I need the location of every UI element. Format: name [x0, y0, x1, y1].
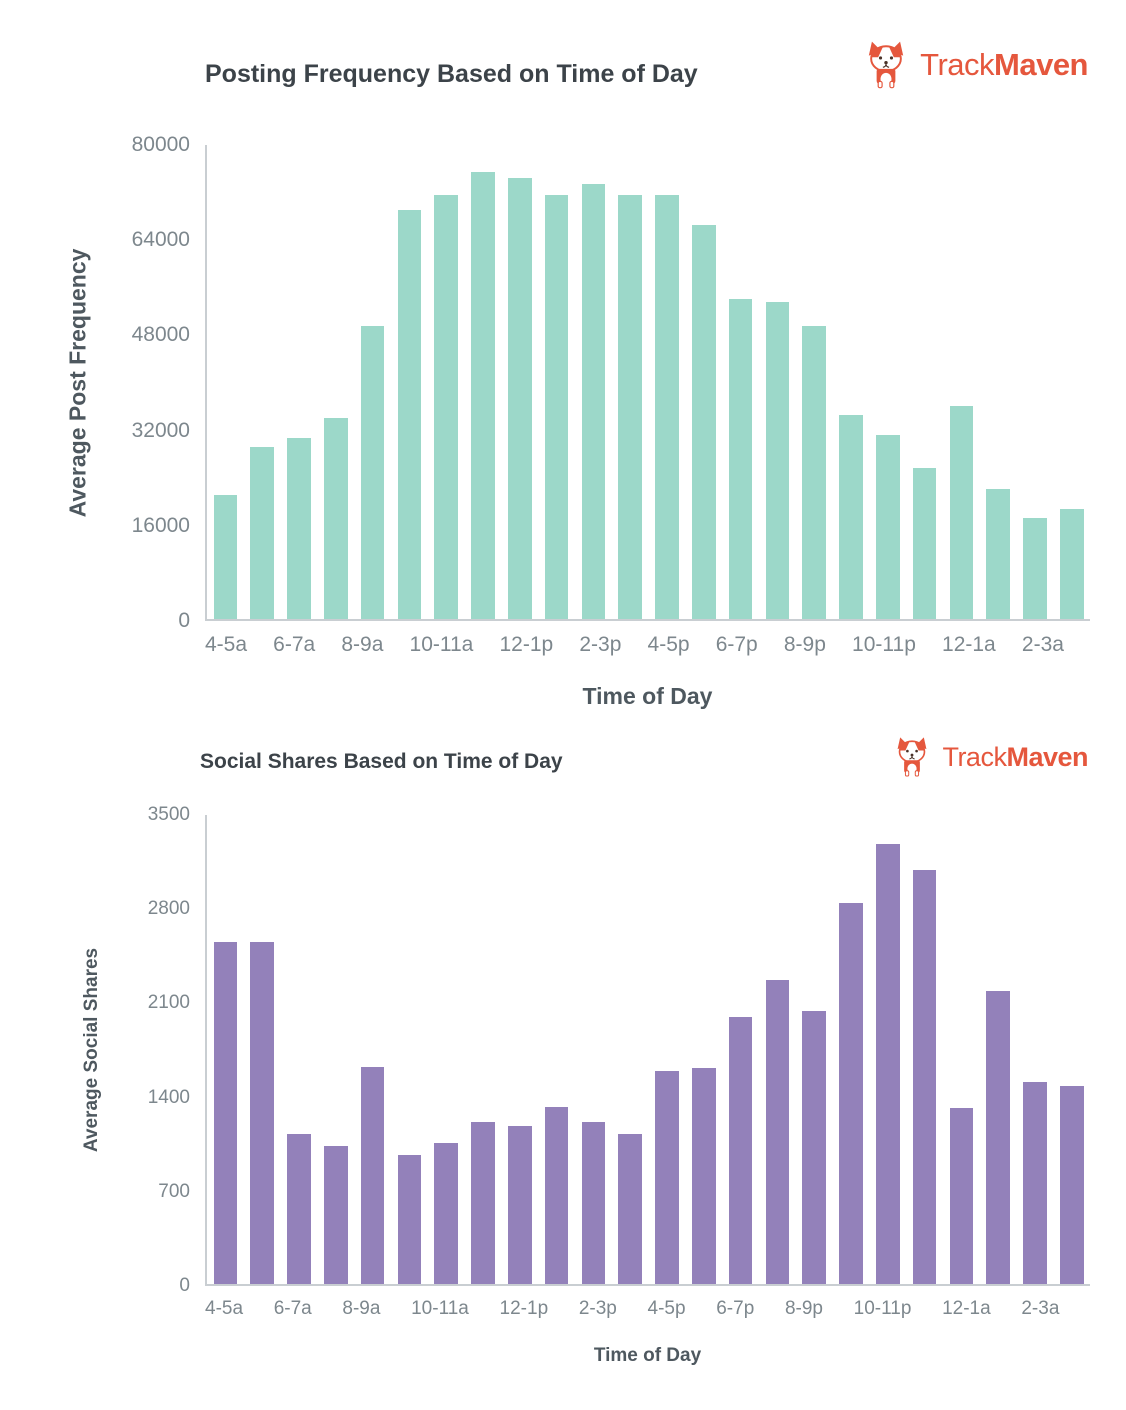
- bar-12-1p: [508, 178, 532, 619]
- bar-12-1a: [950, 1108, 974, 1284]
- bar-slot: [575, 815, 612, 1284]
- bar-slot: [649, 145, 686, 619]
- x-axis-ticks: [205, 1298, 1090, 1320]
- chart-title: Posting Frequency Based on Time of Day: [205, 60, 698, 88]
- x-tick-label: [754, 1298, 785, 1320]
- x-axis-title: Time of Day: [593, 1345, 702, 1366]
- bar-slot: [244, 815, 281, 1284]
- bar-11-12p: [471, 172, 495, 619]
- logo-wordmark: [920, 47, 1088, 83]
- x-tick-label: 12-1p: [499, 633, 554, 656]
- bar-2-3p: [582, 184, 606, 619]
- plot-area: [205, 145, 1090, 621]
- bar-4-5p: [655, 195, 679, 619]
- logo-text-maven: Maven: [994, 47, 1088, 82]
- bar-slot: [317, 145, 354, 619]
- bar-6-7a: [287, 1134, 311, 1284]
- x-tick-label: [916, 633, 942, 657]
- x-tick-label: [758, 633, 784, 657]
- logo-wordmark: [942, 742, 1088, 773]
- x-tick-label: 2-3a: [1021, 1298, 1060, 1319]
- x-tick-label: 2-3p: [579, 633, 622, 656]
- y-tick-label: 80000: [131, 133, 190, 156]
- bar-8-9a: [361, 1067, 385, 1284]
- bar-slot: [685, 145, 722, 619]
- bar-3-4p: [618, 195, 642, 619]
- bars: [207, 815, 1090, 1284]
- bar-5-6a: [250, 447, 274, 619]
- bar-slot: [759, 815, 796, 1284]
- bar-10-11p: [876, 435, 900, 619]
- bar-8-9p: [802, 1011, 826, 1284]
- bar-slot: [538, 815, 575, 1284]
- bar-2-3p: [582, 1122, 606, 1284]
- x-tick-label: 4-5a: [205, 1298, 244, 1319]
- x-tick-label: 2-3a: [1021, 633, 1064, 656]
- x-tick-label: 2-3p: [578, 1298, 617, 1319]
- bar-3-4a: [1060, 1086, 1084, 1284]
- bar-9-10p: [839, 903, 863, 1284]
- x-tick-label: 6-7a: [273, 1298, 312, 1319]
- x-tick-label: 12-1a: [942, 633, 996, 656]
- bar-12-1p: [508, 1126, 532, 1284]
- trackmaven-logo: [890, 736, 1088, 778]
- chart-title: Social Shares Based on Time of Day: [200, 750, 563, 773]
- y-axis-title: Average Post Frequency: [64, 248, 91, 518]
- bar-1-2p: [545, 195, 569, 619]
- bar-10-11a: [434, 195, 458, 619]
- bar-slot: [722, 815, 759, 1284]
- bar-slot: [1053, 815, 1090, 1284]
- logo-text-maven: Maven: [1006, 741, 1088, 772]
- bar-slot: [465, 815, 502, 1284]
- bar-1-2a: [986, 489, 1010, 619]
- logo-text-track: Track: [942, 741, 1007, 772]
- x-tick-label: 6-7p: [715, 633, 758, 656]
- x-tick-label: [380, 1298, 411, 1320]
- x-tick-label: [1059, 1298, 1090, 1320]
- x-tick-label: [383, 633, 409, 657]
- x-tick-label: [473, 633, 499, 657]
- bar-slot: [943, 815, 980, 1284]
- x-tick-label: [686, 1298, 717, 1320]
- bar-slot: [685, 815, 722, 1284]
- bar-slot: [244, 145, 281, 619]
- bar-slot: [281, 145, 318, 619]
- bar-slot: [833, 815, 870, 1284]
- bar-slot: [538, 145, 575, 619]
- bar-4-5a: [214, 495, 238, 619]
- bar-slot: [207, 145, 244, 619]
- bar-6-7p: [729, 1017, 753, 1284]
- bar-slot: [575, 145, 612, 619]
- x-tick-label: [548, 1298, 579, 1320]
- x-tick-label: [911, 1298, 942, 1320]
- bar-slot: [869, 815, 906, 1284]
- bar-slot: [501, 145, 538, 619]
- x-tick-label: [823, 1298, 854, 1320]
- bar-5-6a: [250, 942, 274, 1284]
- bar-slot: [281, 815, 318, 1284]
- x-tick-label: [991, 1298, 1022, 1320]
- bar-3-4a: [1060, 509, 1084, 619]
- bar-1-2a: [986, 991, 1010, 1284]
- bar-4-5p: [655, 1071, 679, 1284]
- y-tick-label: 2800: [147, 898, 190, 920]
- bar-7-8p: [766, 980, 790, 1284]
- x-tick-label: [690, 633, 716, 657]
- bar-slot: [869, 145, 906, 619]
- x-tick-label: 4-5p: [647, 633, 690, 656]
- bar-slot: [1053, 145, 1090, 619]
- bar-slot: [649, 815, 686, 1284]
- bar-7-8p: [766, 302, 790, 619]
- x-tick-label: 10-11a: [409, 633, 474, 656]
- bar-3-4p: [618, 1134, 642, 1284]
- bar-6-7p: [729, 299, 753, 619]
- bar-slot: [943, 145, 980, 619]
- bar-11-12a: [913, 870, 937, 1284]
- bar-slot: [428, 815, 465, 1284]
- bar-slot: [391, 815, 428, 1284]
- corgi-dog-icon: [860, 40, 912, 90]
- y-axis-ticks: [116, 804, 190, 1296]
- bar-slot: [1017, 145, 1054, 619]
- bar-slot: [317, 815, 354, 1284]
- x-tick-label: 8-9a: [342, 1298, 381, 1319]
- bar-5-6p: [692, 225, 716, 619]
- x-tick-label: 10-11p: [853, 1298, 912, 1319]
- y-tick-label: 0: [179, 1275, 190, 1296]
- bar-7-8a: [324, 1146, 348, 1284]
- bar-slot: [1017, 815, 1054, 1284]
- y-tick-label: 1400: [147, 1086, 190, 1108]
- bar-slot: [612, 145, 649, 619]
- bar-10-11p: [876, 844, 900, 1284]
- y-axis-title: Average Social Shares: [81, 947, 102, 1153]
- x-axis-ticks: [205, 633, 1090, 657]
- bar-slot: [207, 815, 244, 1284]
- x-tick-label: [469, 1298, 500, 1320]
- bar-5-6p: [692, 1068, 716, 1284]
- bar-slot: [833, 145, 870, 619]
- bars: [207, 145, 1090, 619]
- y-tick-label: 32000: [131, 418, 190, 442]
- bar-slot: [354, 145, 391, 619]
- y-tick-label: 48000: [131, 323, 190, 347]
- bar-slot: [722, 145, 759, 619]
- bar-7-8a: [324, 418, 348, 619]
- x-tick-label: [617, 1298, 648, 1320]
- bar-slot: [796, 145, 833, 619]
- x-tick-label: 4-5a: [205, 633, 248, 656]
- x-tick-label: 4-5p: [647, 1298, 686, 1319]
- x-tick-label: [243, 1298, 274, 1320]
- bar-slot: [465, 145, 502, 619]
- bar-slot: [980, 145, 1017, 619]
- x-tick-label: [996, 633, 1022, 657]
- bar-slot: [906, 815, 943, 1284]
- x-tick-label: 8-9p: [784, 1298, 823, 1319]
- x-tick-label: [553, 633, 579, 657]
- bar-10-11a: [434, 1143, 458, 1284]
- x-tick-label: 8-9p: [783, 633, 826, 656]
- x-tick-label: [312, 1298, 343, 1320]
- bar-1-2p: [545, 1107, 569, 1284]
- corgi-dog-icon: [890, 736, 934, 778]
- social-shares-chart: [0, 720, 1126, 1410]
- x-tick-label: 6-7p: [716, 1298, 755, 1319]
- x-tick-label: 6-7a: [273, 633, 316, 656]
- y-axis-ticks: [116, 133, 190, 632]
- y-tick-label: 64000: [131, 228, 190, 252]
- x-tick-label: 12-1a: [942, 1298, 991, 1319]
- bar-11-12a: [913, 468, 937, 619]
- y-tick-label: 16000: [131, 513, 190, 537]
- x-axis-title: Time of Day: [582, 683, 713, 709]
- bar-8-9p: [802, 326, 826, 619]
- bar-9-10p: [839, 415, 863, 619]
- bar-slot: [428, 145, 465, 619]
- logo-text-track: Track: [920, 47, 995, 82]
- bar-slot: [906, 145, 943, 619]
- bar-slot: [759, 145, 796, 619]
- x-tick-label: 8-9a: [341, 633, 384, 656]
- x-tick-label: [315, 633, 341, 657]
- bar-11-12p: [471, 1122, 495, 1284]
- bar-2-3a: [1023, 1082, 1047, 1284]
- y-tick-label: 3500: [147, 804, 190, 825]
- bar-12-1a: [950, 406, 974, 619]
- bar-slot: [980, 815, 1017, 1284]
- bar-9-10a: [398, 210, 422, 619]
- bar-8-9a: [361, 326, 385, 619]
- x-tick-label: 10-11a: [411, 1298, 469, 1319]
- x-tick-label: [247, 633, 273, 657]
- y-tick-label: 2100: [147, 992, 190, 1014]
- bar-4-5a: [214, 942, 238, 1284]
- bar-slot: [391, 145, 428, 619]
- bar-9-10a: [398, 1155, 422, 1284]
- bar-slot: [796, 815, 833, 1284]
- bar-2-3a: [1023, 518, 1047, 619]
- x-tick-label: 10-11p: [852, 633, 916, 656]
- bar-6-7a: [287, 438, 311, 619]
- y-tick-label: 700: [158, 1180, 190, 1202]
- y-tick-label: 0: [178, 609, 190, 632]
- bar-slot: [354, 815, 391, 1284]
- plot-area: [205, 815, 1090, 1286]
- bar-slot: [501, 815, 538, 1284]
- x-tick-label: 12-1p: [499, 1298, 549, 1319]
- x-tick-label: [1064, 633, 1090, 657]
- trackmaven-logo: [860, 40, 1088, 90]
- x-tick-label: [621, 633, 647, 657]
- x-tick-label: [826, 633, 852, 657]
- bar-slot: [612, 815, 649, 1284]
